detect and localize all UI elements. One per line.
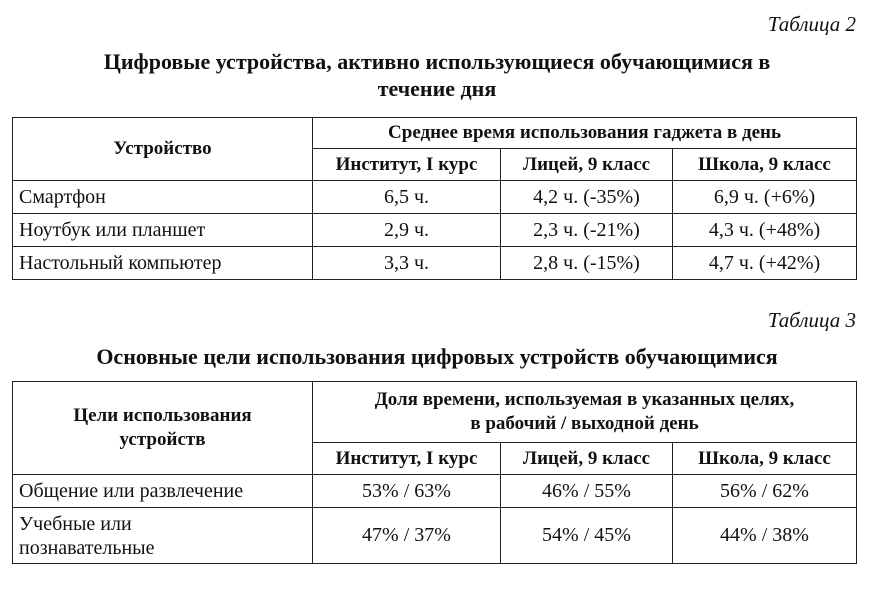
cell-value: 4,3 ч. (+48%) <box>673 214 857 247</box>
row-label: Ноутбук или планшет <box>13 214 313 247</box>
table3-col-header: Лицей, 9 класс <box>501 443 673 475</box>
table-row <box>13 181 857 214</box>
table-row <box>13 247 857 280</box>
table-row <box>13 475 857 508</box>
cell-value: 4,7 ч. (+42%) <box>673 247 857 280</box>
table2-col-header: Лицей, 9 класс <box>501 149 673 181</box>
table3-col-header: Институт, I курс <box>313 443 501 475</box>
table3-group-header-line1: Доля времени, используемая в указанных целях, <box>374 389 795 410</box>
table3-row-header <box>13 382 313 475</box>
table3-row-header-line1: Цели использования <box>73 405 252 426</box>
cell-value: 53% / 63% <box>313 475 501 508</box>
cell-value: 4,2 ч. (-35%) <box>501 181 673 214</box>
row-label-line2: познавательные <box>19 536 155 559</box>
cell-value: 46% / 55% <box>501 475 673 508</box>
table2-title <box>0 48 874 102</box>
cell-value: 54% / 45% <box>501 508 673 564</box>
table2-group-header: Среднее время использования гаджета в день <box>313 118 857 149</box>
table2-col-header: Институт, I курс <box>313 149 501 181</box>
table3-group-header-line2: в рабочий / выходной день <box>470 413 699 434</box>
cell-value: 2,8 ч. (-15%) <box>501 247 673 280</box>
table-row <box>13 508 857 564</box>
table3-title: Основные цели использования цифровых устройств обучающимися <box>96 344 778 369</box>
table2-title-line1: Цифровые устройства, активно использующиеся обучающимися в <box>103 49 771 74</box>
cell-value: 3,3 ч. <box>313 247 501 280</box>
row-label <box>13 508 313 564</box>
row-label: Настольный компьютер <box>13 247 313 280</box>
table3-group-header <box>313 382 857 443</box>
row-label: Смартфон <box>13 181 313 214</box>
cell-value: 2,9 ч. <box>313 214 501 247</box>
table-row <box>13 214 857 247</box>
table2-row-header: Устройство <box>13 118 313 181</box>
cell-value: 47% / 37% <box>313 508 501 564</box>
table3-caption: Таблица 3 <box>767 308 856 332</box>
cell-value: 44% / 38% <box>673 508 857 564</box>
cell-value: 56% / 62% <box>673 475 857 508</box>
table2-caption: Таблица 2 <box>767 12 856 36</box>
table3 <box>12 381 857 564</box>
row-label: Общение или развлечение <box>13 475 313 508</box>
table3-col-header: Школа, 9 класс <box>673 443 857 475</box>
cell-value: 2,3 ч. (-21%) <box>501 214 673 247</box>
table2 <box>12 117 857 280</box>
row-label-line1: Учебные или <box>19 512 132 535</box>
cell-value: 6,9 ч. (+6%) <box>673 181 857 214</box>
cell-value: 6,5 ч. <box>313 181 501 214</box>
table2-title-line2: течение дня <box>377 76 497 101</box>
table2-col-header: Школа, 9 класс <box>673 149 857 181</box>
table3-row-header-line2: устройств <box>119 429 206 450</box>
